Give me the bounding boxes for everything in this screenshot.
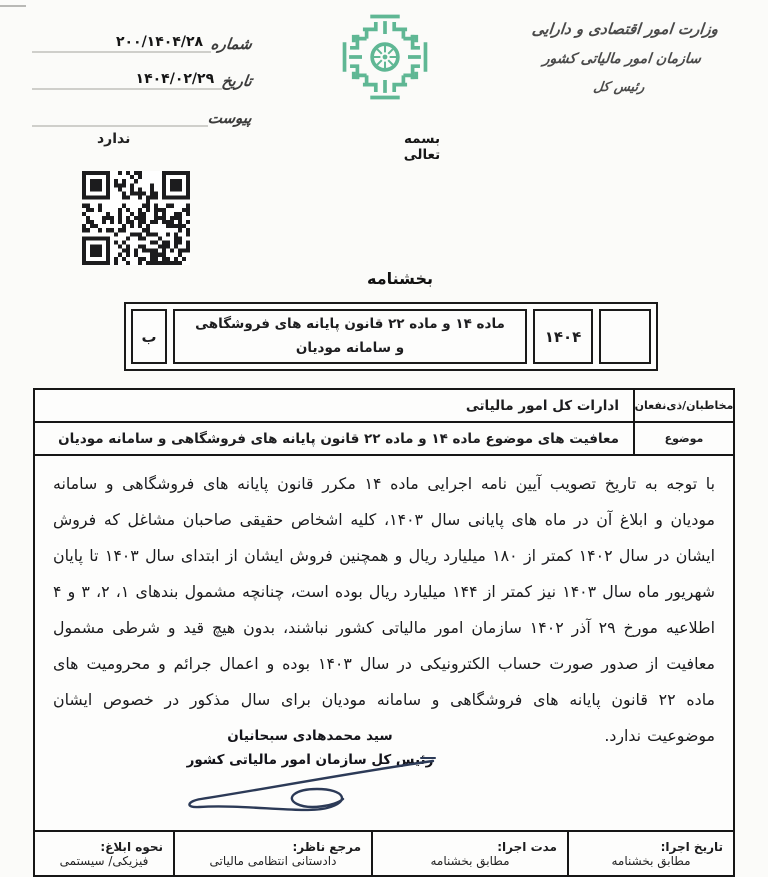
footer-exec-duration-value: مطابق بخشنامه bbox=[430, 853, 510, 868]
classification-subject-cell: ماده ۱۴ و ماده ۲۲ قانون پایانه های فروشگاهی و سامانه مودیان bbox=[173, 309, 527, 364]
classification-year-cell: ۱۴۰۴ bbox=[533, 309, 593, 364]
audience-label: مخاطبان/ذی‌نفعان bbox=[633, 390, 733, 421]
footer-supervisor-label: مرجع ناظر: bbox=[292, 839, 361, 854]
office-line: رئیس کل bbox=[592, 80, 646, 95]
footer-supervisor-cell bbox=[173, 832, 371, 875]
organization-line: سازمان امور مالیاتی کشور bbox=[542, 51, 702, 67]
footer-exec-date-label: تاریخ اجرا: bbox=[660, 839, 723, 854]
classification-empty-cell bbox=[599, 309, 651, 364]
body-paragraph: با توجه به تاریخ تصویب آیین نامه اجرایی ماده ۱۴ مکرر قانون پایانه های فروشگاهی و سامانه مودیان و ابلاغ آن در ماه های پایانی سال ۱۴۰۳، کلیه اشخاص حقیقی صاحبان مشاغل که فروش ایشان در سال ۱۴۰۲ کمتر از ۱۸۰ میلیارد ریال و همچنین فروش ایشان از ابتدای سال ۱۴۰۳ تا پایان شهریور ماه سال ۱۴۰۳ نیز کمتر از ۱۴۴ میلیارد ریال بوده است، چنانچه مشمول بندهای ۱، ۲، ۳ و ۴ اطلاعیه مورخ ۲۹ آذر ۱۴۰۲ سازمان امور مالیاتی کشور نباشند، بدون هیچ قید و شرطی مشمول معافیت از صدور صورت حساب الکترونیکی در سال ۱۴۰۳ بوده و اعمال جرائم و محرومیت های ماده ۲۲ قانون پایانه های فروشگاهی و سامانه مودیان برای سال مذکور در خصوص ایشان موضوعیت ندارد. bbox=[53, 474, 716, 745]
subject-label: موضوع bbox=[633, 423, 733, 454]
number-value: ۲۰۰/۱۴۰۴/۲۸ bbox=[32, 34, 211, 53]
footer-exec-duration-label: مدت اجرا: bbox=[497, 839, 557, 854]
date-row bbox=[32, 53, 258, 90]
handwritten-signature bbox=[183, 751, 439, 817]
main-table bbox=[33, 388, 735, 877]
number-label: شماره bbox=[209, 35, 254, 53]
subject-row bbox=[35, 423, 733, 456]
date-value: ۱۴۰۴/۰۲/۲۹ bbox=[32, 71, 222, 90]
tax-organization-logo-icon bbox=[339, 6, 431, 108]
audience-row bbox=[35, 390, 733, 423]
footer-notification-label: نحوه ابلاغ: bbox=[100, 839, 163, 854]
number-row bbox=[32, 16, 258, 53]
footer-notification-value: فیزیکی/ سیستمی bbox=[59, 853, 149, 868]
letterhead-number-block bbox=[32, 16, 258, 127]
audience-value: ادارات کل امور مالیاتی bbox=[465, 397, 619, 414]
footer-row bbox=[35, 830, 733, 875]
qr-code bbox=[82, 171, 190, 265]
attachment-label: پیوست bbox=[206, 109, 254, 127]
subject-value: معافیت های موضوع ماده ۱۴ و ماده ۲۲ قانون پایانه های فروشگاهی و سامانه مودیان bbox=[58, 430, 619, 447]
corner-mark bbox=[0, 5, 26, 7]
footer-exec-date-cell bbox=[567, 832, 733, 875]
signatory-name: سید محمدهادی سبحانیان bbox=[227, 728, 393, 744]
body-cell bbox=[35, 456, 733, 830]
ministry-header bbox=[497, 14, 746, 102]
signatory-title: رئیس کل سازمان امور مالیاتی کشور bbox=[186, 752, 434, 768]
classification-table bbox=[124, 302, 658, 371]
date-label: تاریخ bbox=[220, 72, 254, 90]
circular-title: بخشنامه bbox=[367, 269, 433, 288]
footer-notification-cell bbox=[35, 832, 173, 875]
footer-exec-date-value: مطابق بخشنامه bbox=[611, 853, 691, 868]
footer-supervisor-value: دادستانی انتظامی مالیاتی bbox=[209, 853, 337, 868]
ministry-line: وزارت امور اقتصادی و دارایی bbox=[531, 20, 720, 38]
basmala-text: بسمه تعالی bbox=[403, 131, 441, 163]
attachment-row bbox=[32, 90, 258, 127]
attachment-line bbox=[32, 124, 208, 127]
footer-exec-duration-cell bbox=[371, 832, 567, 875]
attachment-value: ندارد bbox=[97, 131, 131, 147]
classification-letter-cell: ب bbox=[131, 309, 167, 364]
